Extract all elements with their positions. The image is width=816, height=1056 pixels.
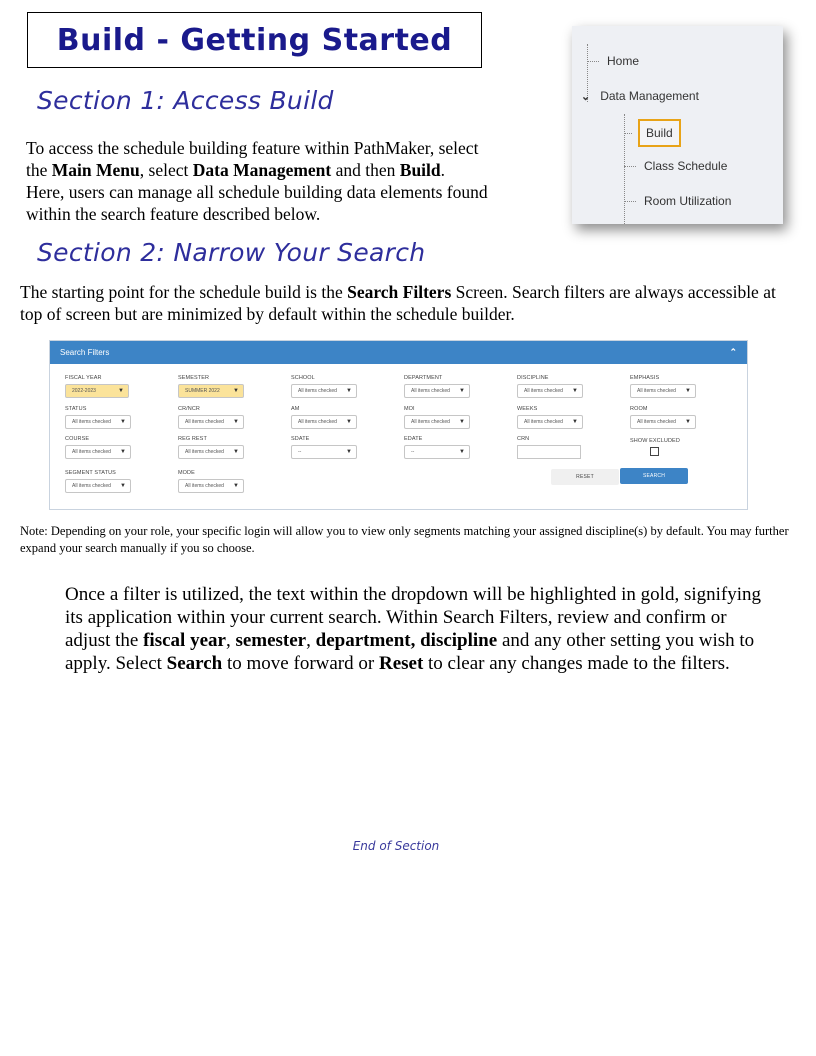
- title-box: [27, 12, 482, 68]
- menu-item-home[interactable]: [587, 54, 639, 68]
- dropdown-arrow-icon: ▼: [233, 388, 239, 394]
- filter-label: SHOW EXCLUDED: [630, 438, 680, 444]
- section-2-heading: Section 2: Narrow Your Search: [37, 238, 426, 267]
- filter-label: SCHOOL: [291, 375, 315, 381]
- dropdown-arrow-icon: ▼: [685, 419, 691, 425]
- reg-rest-select[interactable]: All items checked ▼: [178, 445, 244, 459]
- filter-label: SEMESTER: [178, 375, 210, 381]
- department-select[interactable]: All items checked ▼: [404, 384, 470, 398]
- menu-item-data-management[interactable]: [581, 89, 699, 103]
- discipline-select[interactable]: All items checked ▼: [517, 384, 583, 398]
- filter-label: DEPARTMENT: [404, 375, 443, 381]
- role-note: Note: Depending on your role, your specific login will allow you to view only segments matching your assigned discipline(s) by default. You may further expand your search manually if you so choose.: [20, 524, 789, 555]
- menu-room-utilization-label: Room Utilization: [644, 194, 732, 208]
- weeks-select[interactable]: All items checked ▼: [517, 415, 583, 429]
- menu-class-schedule-label: Class Schedule: [644, 159, 728, 173]
- cr-ncr-select[interactable]: All items checked ▼: [178, 415, 244, 429]
- dropdown-arrow-icon: ▼: [233, 449, 239, 455]
- filter-room: [630, 406, 696, 429]
- dropdown-arrow-icon: ▼: [118, 388, 124, 394]
- segment-status-select[interactable]: All items checked ▼: [65, 479, 131, 493]
- filter-label: STATUS: [65, 406, 87, 412]
- filter-segment-status: [65, 470, 131, 493]
- filter-status: [65, 406, 131, 429]
- reset-button[interactable]: RESET: [551, 469, 619, 485]
- filter-label: AM: [291, 406, 300, 412]
- filter-label: MODE: [178, 470, 195, 476]
- filter-crn: [517, 436, 581, 459]
- mode-select[interactable]: All items checked ▼: [178, 479, 244, 493]
- school-select[interactable]: All items checked ▼: [291, 384, 357, 398]
- dropdown-arrow-icon: ▼: [346, 419, 352, 425]
- dropdown-arrow-icon: ▼: [459, 419, 465, 425]
- filter-label: SEGMENT STATUS: [65, 470, 116, 476]
- emphasis-select[interactable]: All items checked ▼: [630, 384, 696, 398]
- menu-data-management-label: Data Management: [600, 89, 699, 103]
- filter-reg-rest: [178, 436, 244, 459]
- course-select[interactable]: All items checked ▼: [65, 445, 131, 459]
- moi-select[interactable]: All items checked ▼: [404, 415, 470, 429]
- filter-discipline: [517, 375, 583, 398]
- filter-label: REG REST: [178, 436, 207, 442]
- filter-label: CR/NCR: [178, 406, 200, 412]
- fiscal-year-select[interactable]: 2022-2023 ▼: [65, 384, 129, 398]
- dropdown-arrow-icon: ▼: [120, 483, 126, 489]
- semester-select[interactable]: SUMMER 2022 ▼: [178, 384, 244, 398]
- end-of-section: End of Section: [352, 839, 440, 853]
- filter-label: FISCAL YEAR: [65, 375, 102, 381]
- room-select[interactable]: All items checked ▼: [630, 415, 696, 429]
- section-2-intro: The starting point for the schedule build is the Search Filters Screen. Search filters are always accessible at top of screen but are minimized by default within the schedule builder.: [20, 282, 776, 324]
- filter-label: EMPHASIS: [630, 375, 660, 381]
- edate-select[interactable]: -- ▼: [404, 445, 470, 459]
- menu-item-class-schedule[interactable]: [624, 159, 727, 173]
- show-excluded-checkbox[interactable]: [650, 447, 659, 456]
- filter-emphasis: [630, 375, 696, 398]
- menu-item-build[interactable]: [624, 119, 681, 147]
- dropdown-arrow-icon: ▼: [233, 419, 239, 425]
- filter-department: [404, 375, 470, 398]
- sdate-select[interactable]: -- ▼: [291, 445, 357, 459]
- dropdown-arrow-icon: ▼: [120, 419, 126, 425]
- filter-edate: [404, 436, 470, 459]
- page-title: Build - Getting Started: [56, 22, 453, 58]
- dropdown-arrow-icon: ▼: [346, 388, 352, 394]
- filter-fiscal-year: [65, 375, 129, 398]
- search-filters-title: Search Filters: [60, 348, 110, 357]
- crn-input[interactable]: [517, 445, 581, 459]
- search-filters-panel: [49, 340, 748, 510]
- filter-label: WEEKS: [517, 406, 538, 412]
- dropdown-arrow-icon: ▼: [346, 449, 352, 455]
- dropdown-arrow-icon: ▼: [233, 483, 239, 489]
- filter-label: COURSE: [65, 436, 90, 442]
- status-select[interactable]: All items checked ▼: [65, 415, 131, 429]
- filter-course: [65, 436, 131, 459]
- dropdown-arrow-icon: ▼: [459, 449, 465, 455]
- filter-moi: [404, 406, 470, 429]
- filter-school: [291, 375, 357, 398]
- dropdown-arrow-icon: ▼: [572, 419, 578, 425]
- filter-label: SDATE: [291, 436, 310, 442]
- am-select[interactable]: All items checked ▼: [291, 415, 357, 429]
- menu-build-label: Build: [638, 119, 681, 147]
- section-2-paragraph: Once a filter is utilized, the text within the dropdown will be highlighted in gold, signifying its application within your current search. Within Search Filters, review and confirm or adjust the fiscal year, semester, department, discipline and any other setting you wish to apply. Select Search to move forward or Reset to clear any changes made to the filters.: [65, 584, 762, 674]
- filter-label: CRN: [517, 436, 530, 442]
- filter-show-excluded: [630, 438, 680, 456]
- dropdown-arrow-icon: ▼: [685, 388, 691, 394]
- filter-semester: [178, 375, 244, 398]
- chevron-up-icon[interactable]: ⌃: [729, 347, 737, 357]
- menu-home-label: Home: [607, 54, 640, 68]
- menu-screenshot: [572, 26, 783, 224]
- filter-weeks: [517, 406, 583, 429]
- filter-label: EDATE: [404, 436, 423, 442]
- dropdown-arrow-icon: ▼: [572, 388, 578, 394]
- dropdown-arrow-icon: ▼: [459, 388, 465, 394]
- filter-sdate: [291, 436, 357, 459]
- chevron-down-icon: ⌄: [581, 90, 591, 103]
- menu-item-room-utilization[interactable]: [624, 194, 731, 208]
- search-filters-header[interactable]: [50, 341, 747, 364]
- filter-am: [291, 406, 357, 429]
- filter-label: ROOM: [630, 406, 648, 412]
- filter-label: MOI: [404, 406, 415, 412]
- dropdown-arrow-icon: ▼: [120, 449, 126, 455]
- section-1-heading: Section 1: Access Build: [37, 86, 334, 115]
- filter-mode: [178, 470, 244, 493]
- section-1-body: To access the schedule building feature within PathMaker, select the Main Menu, select Data Management and then Build. Here, users can manage all schedule building data elements found within the search feature described below.: [26, 138, 488, 224]
- filter-cr-ncr: [178, 406, 244, 429]
- search-button[interactable]: SEARCH: [620, 468, 688, 484]
- filter-label: DISCIPLINE: [517, 375, 549, 381]
